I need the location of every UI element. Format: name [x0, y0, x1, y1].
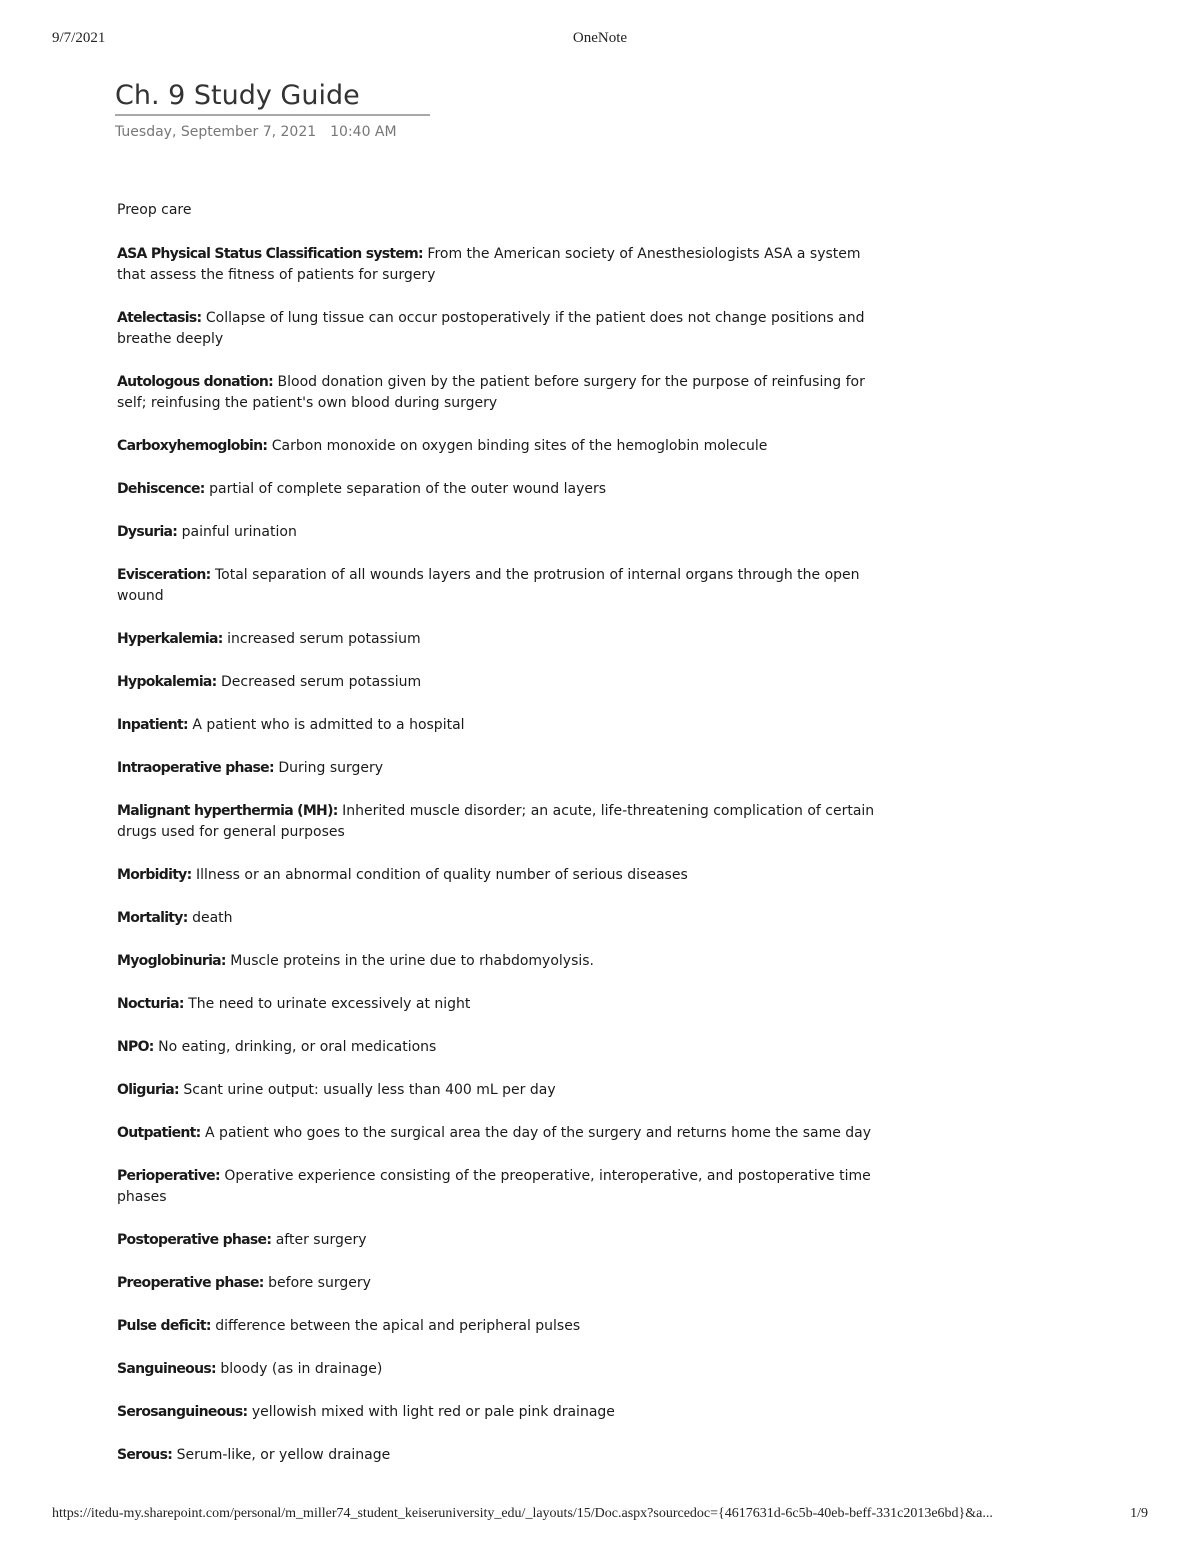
definition-entry [117, 372, 892, 414]
definition-entry [117, 908, 892, 929]
print-header [52, 30, 1148, 50]
definition: No eating, drinking, or oral medications [158, 1039, 437, 1055]
definition: Total separation of all wounds layers and the protrusion of internal organs through the open wound [117, 567, 860, 604]
definition: Blood donation given by the patient before surgery for the purpose of reinfusing for self; reinfusing the patient's own blood during surgery [117, 374, 865, 411]
term: Oliguria: [117, 1082, 179, 1098]
print-date: 9/7/2021 [52, 30, 106, 46]
definition: A patient who goes to the surgical area the day of the surgery and returns home the same day [205, 1125, 872, 1141]
page-title[interactable]: Ch. 9 Study Guide [115, 80, 430, 116]
definition-entry [117, 244, 892, 286]
term: Hypokalemia: [117, 674, 217, 690]
definition-entry [117, 865, 892, 886]
term: Sanguineous: [117, 1361, 216, 1377]
definition: difference between the apical and peripheral pulses [215, 1318, 581, 1334]
term: Perioperative: [117, 1168, 220, 1184]
definition: painful urination [181, 524, 297, 540]
definition-entry [117, 994, 892, 1015]
term: Outpatient: [117, 1125, 201, 1141]
definition: From the American society of Anesthesiologists ASA a system that assess the fitness of patients for surgery [117, 246, 861, 283]
term: Morbidity: [117, 867, 192, 883]
definition-entry [117, 951, 892, 972]
term: Myoglobinuria: [117, 953, 226, 969]
definition: increased serum potassium [227, 631, 421, 647]
term: ASA Physical Status Classification system: [117, 246, 423, 262]
definition: bloody (as in drainage) [220, 1361, 383, 1377]
definition: Illness or an abnormal condition of quality number of serious diseases [195, 867, 688, 883]
definition-entry [117, 308, 892, 350]
note-content[interactable] [117, 200, 892, 1488]
page-meta [115, 124, 430, 140]
page-title-block [115, 80, 430, 140]
definition: Muscle proteins in the urine due to rhabdomyolysis. [230, 953, 595, 969]
page-time: 10:40 AM [330, 124, 397, 140]
term: Preoperative phase: [117, 1275, 264, 1291]
term: Malignant hyperthermia (MH): [117, 803, 338, 819]
term: NPO: [117, 1039, 154, 1055]
definition: Serum-like, or yellow drainage [176, 1447, 391, 1463]
definition-entry [117, 565, 892, 607]
definition: Collapse of lung tissue can occur postoperatively if the patient does not change positions and breathe deeply [117, 310, 865, 347]
definition-entry [117, 1037, 892, 1058]
term: Atelectasis: [117, 310, 202, 326]
term: Carboxyhemoglobin: [117, 438, 268, 454]
term: Dysuria: [117, 524, 178, 540]
definition-entry [117, 1316, 892, 1337]
definition-entry [117, 1402, 892, 1423]
term: Intraoperative phase: [117, 760, 274, 776]
print-app-name: OneNote [572, 30, 628, 46]
definition: The need to urinate excessively at night [188, 996, 471, 1012]
definition: yellowish mixed with light red or pale pink drainage [251, 1404, 615, 1420]
definition: A patient who is admitted to a hospital [192, 717, 465, 733]
definition-entry [117, 436, 892, 457]
term: Nocturia: [117, 996, 184, 1012]
definition: before surgery [268, 1275, 371, 1291]
definition-entry [117, 522, 892, 543]
print-page-number: 1/9 [1130, 1506, 1148, 1521]
definition: Inherited muscle disorder; an acute, life-threatening complication of certain drugs used for general purposes [117, 803, 875, 840]
term: Inpatient: [117, 717, 188, 733]
print-footer [52, 1506, 1148, 1526]
section-heading: Preop care [117, 202, 192, 218]
term: Pulse deficit: [117, 1318, 211, 1334]
definition-entry [117, 672, 892, 693]
definition-entry [117, 1080, 892, 1101]
term: Hyperkalemia: [117, 631, 223, 647]
definition: Carbon monoxide on oxygen binding sites of the hemoglobin molecule [271, 438, 768, 454]
definition-entry [117, 715, 892, 736]
definition-entry [117, 629, 892, 650]
term: Serous: [117, 1447, 173, 1463]
definition-entry [117, 1273, 892, 1294]
definition-entry [117, 1445, 892, 1466]
definition-entry [117, 1166, 892, 1208]
print-url: https://itedu-my.sharepoint.com/personal/m_miller74_student_keiseruniversity_edu/_layouts/15/Doc.aspx?sourcedoc={4617631d-6c5b-40eb-beff-331c2013e6bd}&a... [52, 1506, 993, 1521]
definition: death [192, 910, 233, 926]
definition: Decreased serum potassium [221, 674, 422, 690]
definition-list [117, 244, 892, 1466]
term: Evisceration: [117, 567, 211, 583]
definition-entry [117, 801, 892, 843]
definition: During surgery [278, 760, 384, 776]
definition-entry [117, 1359, 892, 1380]
definition: after surgery [275, 1232, 367, 1248]
term: Dehiscence: [117, 481, 205, 497]
term: Autologous donation: [117, 374, 274, 390]
definition: Scant urine output: usually less than 400 mL per day [183, 1082, 556, 1098]
definition: Operative experience consisting of the preoperative, interoperative, and postoperative time phases [117, 1168, 871, 1205]
definition-entry [117, 758, 892, 779]
definition-entry [117, 1230, 892, 1251]
definition: partial of complete separation of the outer wound layers [209, 481, 607, 497]
page-date: Tuesday, September 7, 2021 [115, 124, 317, 140]
term: Postoperative phase: [117, 1232, 272, 1248]
definition-entry [117, 479, 892, 500]
term: Serosanguineous: [117, 1404, 248, 1420]
definition-entry [117, 1123, 892, 1144]
term: Mortality: [117, 910, 188, 926]
